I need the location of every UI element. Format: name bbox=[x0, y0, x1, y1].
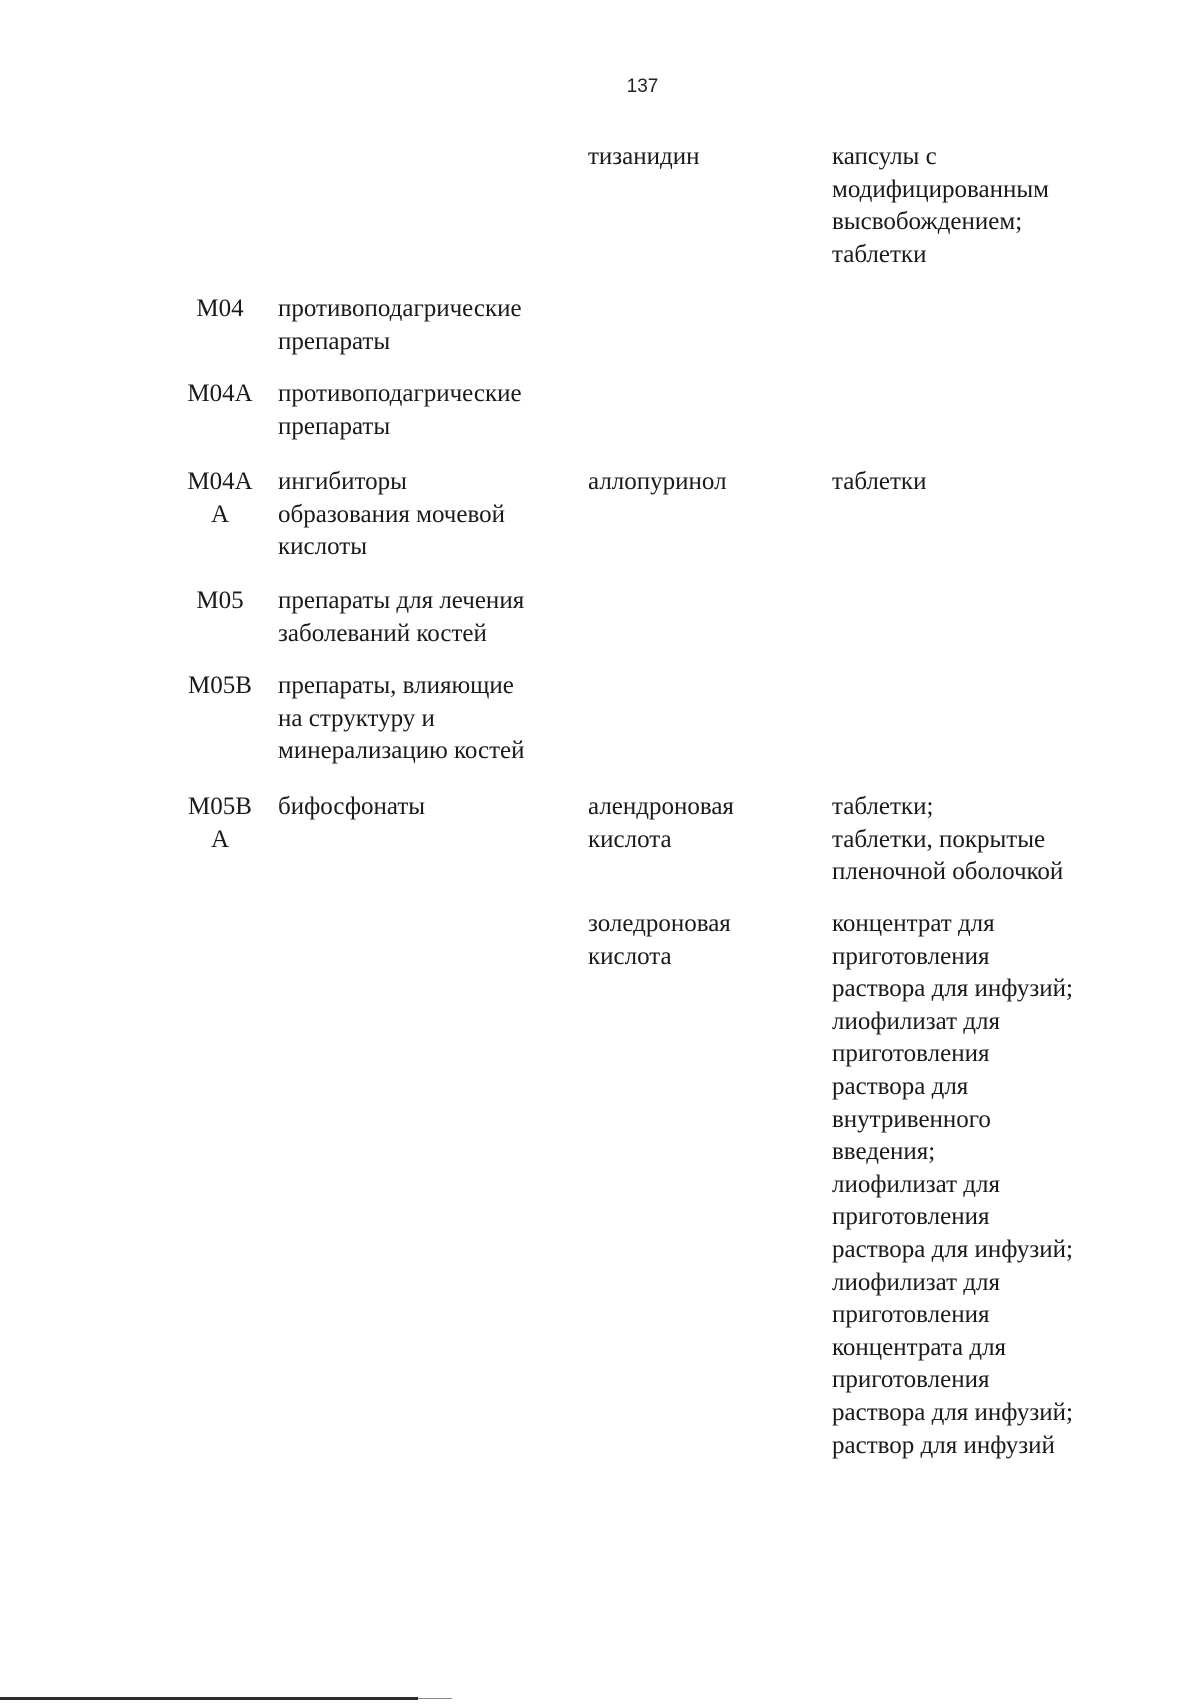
row-drug-name: аллопуринол bbox=[588, 468, 727, 495]
row-code: M04A A bbox=[187, 468, 253, 528]
scan-edge-rule bbox=[0, 1697, 418, 1700]
row-code: M04 bbox=[196, 295, 244, 322]
row-code: M04A bbox=[187, 380, 253, 407]
row-dosage-form: таблетки bbox=[832, 468, 927, 495]
scan-edge-rule bbox=[418, 1698, 452, 1699]
page-number: 137 bbox=[626, 76, 659, 97]
row-code: M05B A bbox=[188, 793, 252, 853]
row-drug-name: алендроновая кислота bbox=[588, 793, 734, 853]
row-group-name: противоподагрические препараты bbox=[278, 380, 522, 440]
row-group-name: ингибиторы образования мочевой кислоты bbox=[278, 468, 505, 561]
row-group-name: противоподагрические препараты bbox=[278, 295, 522, 355]
row-drug-name: золедроновая кислота bbox=[588, 910, 731, 970]
row-group-name: препараты для лечения заболеваний костей bbox=[278, 587, 525, 647]
row-drug-name: тизанидин bbox=[588, 143, 700, 170]
row-code: M05 bbox=[196, 587, 244, 614]
row-group-name: препараты, влияющие на структуру и минерализацию костей bbox=[278, 672, 525, 765]
row-dosage-form: капсулы с модифицированным высвобождением; таблетки bbox=[832, 143, 1049, 268]
row-code: M05B bbox=[188, 672, 252, 699]
row-group-name: бифосфонаты bbox=[278, 793, 426, 820]
row-dosage-form: концентрат для приготовления раствора для инфузий; лиофилизат для приготовления раствора для внутривенного введения; лиофилизат для приготовления раствора для инфузий; лиофилизат для приготовления концентрата для приготовления раствора для инфузий; раствор для инфузий bbox=[832, 910, 1073, 1459]
row-dosage-form: таблетки; таблетки, покрытые пленочной оболочкой bbox=[832, 793, 1064, 886]
